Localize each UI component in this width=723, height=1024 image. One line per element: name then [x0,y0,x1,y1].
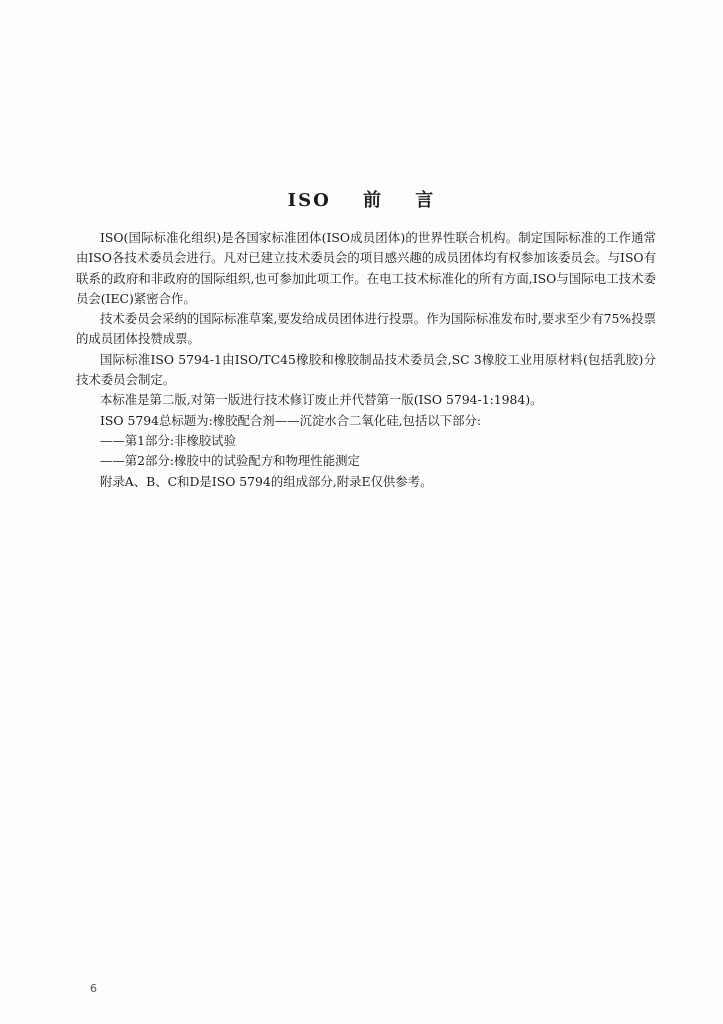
paragraph-general-title: ISO 5794总标题为:橡胶配合剂——沉淀水合二氧化硅,包括以下部分: [100,412,482,428]
page-title: ISO 前 言 [287,190,436,211]
paragraph-voting: 技术委员会采纳的国际标准草案,要发给成员团体进行投票。作为国际标准发布时,要求至少有75%投票的成员团体投赞成票。 [76,311,656,347]
paragraph-committee: 国际标准ISO 5794-1由ISO/TC45橡胶和橡胶制品技术委员会,SC 3橡胶工业用原材料(包括乳胶)分技术委员会制定。 [76,351,656,388]
paragraph-iso-intro: ISO(国际标准化组织)是各国家标准团体(ISO成员团体)的世界性联合机构。制定国际标准的工作通常由ISO各技术委员会进行。凡对已建立技术委员会的项目感兴趣的成员团体均有权参加该委员会。与ISO有联系的政府和非政府的国际组织,也可参加此项工作。在电工技术标准化的所有方面,ISO与国际电工技术委员会(IEC)紧密合作。 [76,230,656,306]
list-item-part-1: ——第1部分:非橡胶试验 [100,432,236,448]
list-item-part-2: ——第2部分:橡胶中的试验配方和物理性能测定 [100,453,360,469]
page-number: 6 [90,982,97,995]
paragraph-annexes: 附录A、B、C和D是ISO 5794的组成部分,附录E仅供参考。 [100,473,433,489]
foreword-body [76,228,656,492]
paragraph-edition: 本标准是第二版,对第一版进行技术修订废止并代替第一版(ISO 5794-1:1984)。 [100,392,543,408]
